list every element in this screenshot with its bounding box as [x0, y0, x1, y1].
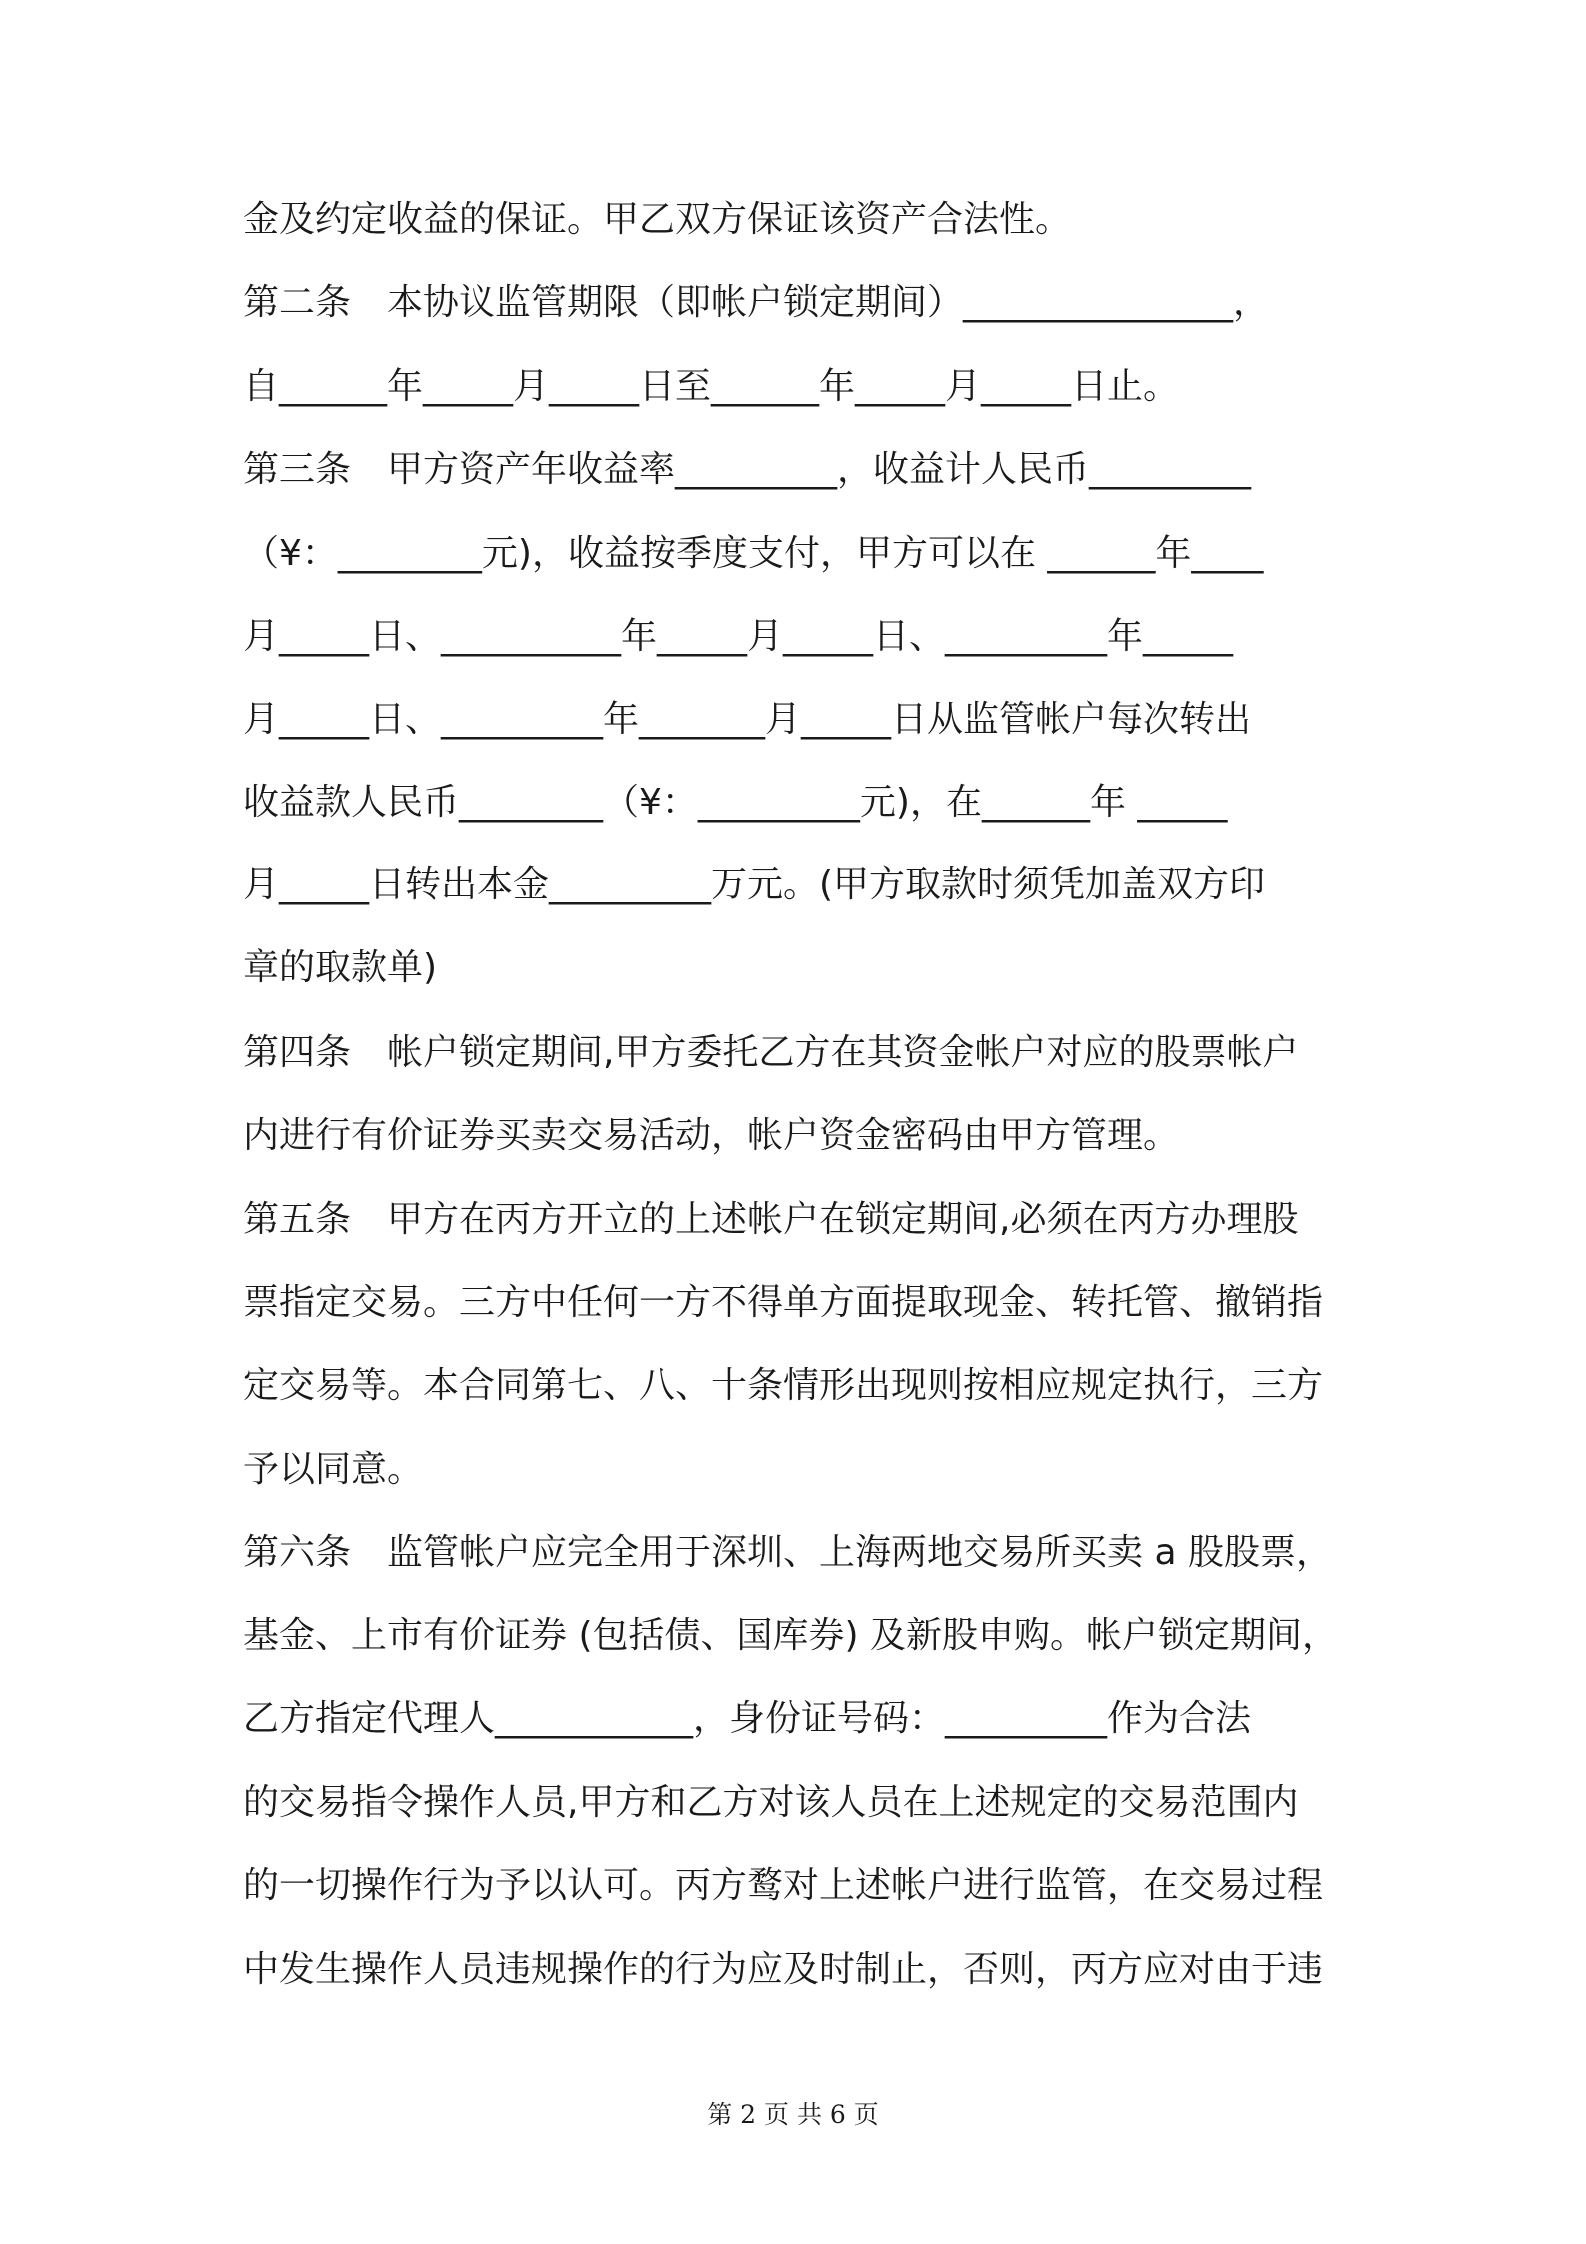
page-number-footer: 第 2 页 共 6 页: [707, 2100, 879, 2129]
text-line: 内进行有价证券买卖交易活动，帐户资金密码由甲方管理。: [243, 1115, 1180, 1156]
text-line: 第五条 甲方在丙方开立的上述帐户在锁定期间,必须在丙方办理股: [243, 1199, 1299, 1240]
text-line: 收益款人民币________（¥：_________元)，在______年 _____: [243, 782, 1228, 823]
text-line: 乙方指定代理人___________，身份证号码：_________作为合法: [243, 1698, 1252, 1739]
text-line: 第四条 帐户锁定期间,甲方委托乙方在其资金帐户对应的股票帐户: [243, 1032, 1299, 1073]
text-line: 的一切操作行为予以认可。丙方鹜对上述帐户进行监管，在交易过程: [243, 1865, 1324, 1906]
text-line: 第二条 本协议监管期限（即帐户锁定期间）_______________，: [243, 282, 1270, 323]
text-line: 基金、上市有价证券 (包括债、国库券) 及新股申购。帐户锁定期间，: [243, 1615, 1338, 1656]
text-line: 的交易指令操作人员,甲方和乙方对该人员在上述规定的交易范围内: [243, 1782, 1299, 1823]
text-line: 月_____日、__________年_____月_____日、_________年_____: [243, 616, 1233, 657]
text-line: 予以同意。: [243, 1449, 424, 1490]
text-line: 定交易等。本合同第七、八、十条情形出现则按相应规定执行，三方: [243, 1365, 1324, 1406]
text-line: 第三条 甲方资产年收益率_________，收益计人民币_________: [243, 449, 1252, 490]
text-line: 中发生操作人员违规操作的行为应及时制止，否则，丙方应对由于违: [243, 1949, 1324, 1990]
text-line: 金及约定收益的保证。甲乙双方保证该资产合法性。: [243, 199, 1072, 240]
text-line: 票指定交易。三方中任何一方不得单方面提取现金、转托管、撤销指: [243, 1282, 1324, 1323]
text-line: 自______年_____月_____日至______年_____月_____日止。: [243, 366, 1180, 407]
text-line: 月_____日、_________年_______月_____日从监管帐户每次转出: [243, 699, 1252, 740]
text-line: 第六条 监管帐户应完全用于深圳、上海两地交易所买卖 a 股股票，: [243, 1532, 1332, 1573]
text-line: 章的取款单): [243, 947, 438, 988]
text-line: 月_____日转出本金_________万元。(甲方取款时须凭加盖双方印: [243, 864, 1266, 905]
text-line: （¥：________元)，收益按季度支付，甲方可以在 ______年____: [243, 533, 1264, 574]
